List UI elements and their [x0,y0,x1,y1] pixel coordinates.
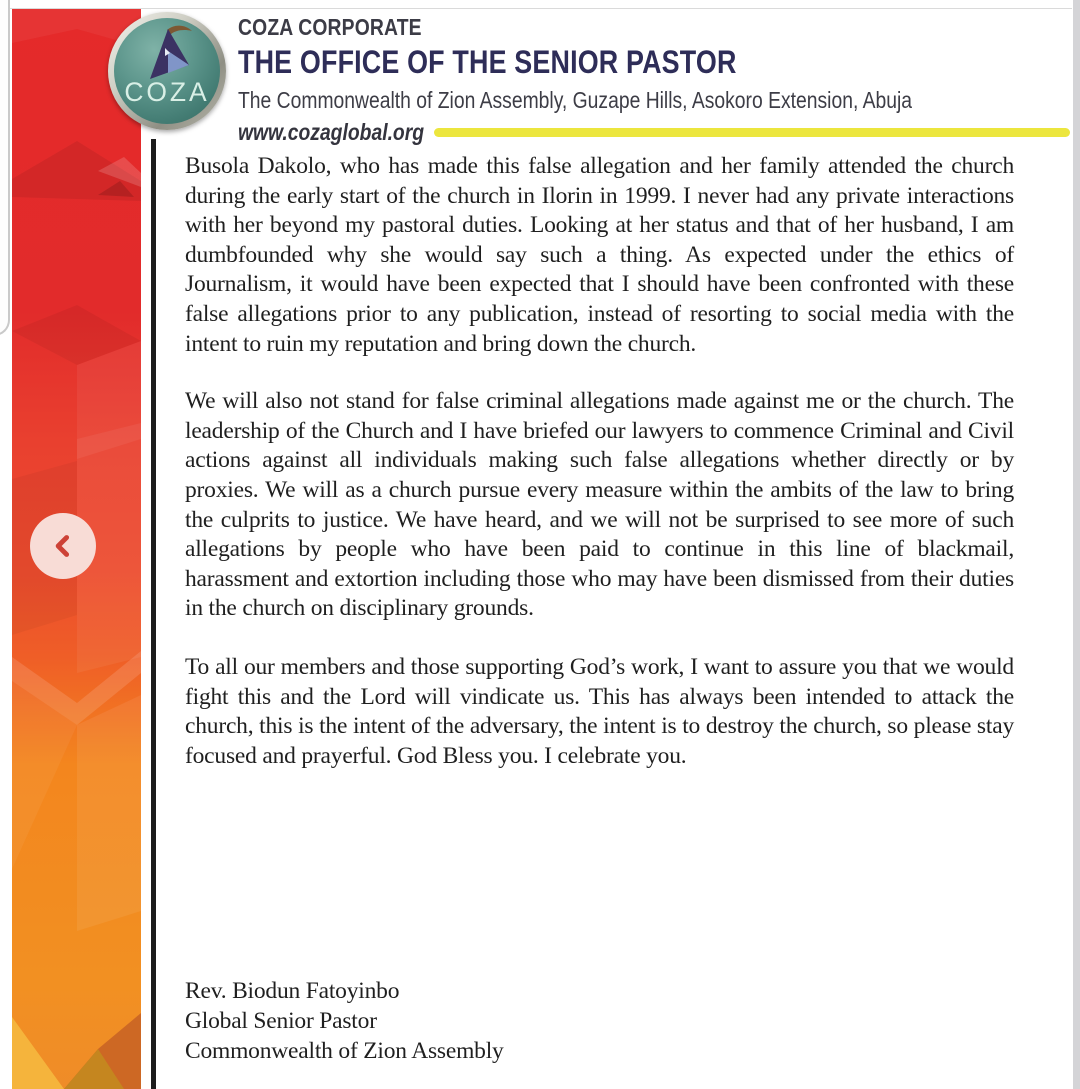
signature-role: Global Senior Pastor [185,1008,377,1034]
letter-paragraph: We will also not stand for false criminal allegations made against me or the church. The leadership of the Church and I have briefed our lawyers to commence Criminal and Civil actions against all individuals making such false allegations whether directly or by proxies. We will as a church pursue every measure within the ambits of the law to bring the culprits to justice. We have heard, and we will not be surprised to see more of such allegations by people who have been paid to continue in this line of blackmail, harassment and extortion including those who may have been dismissed from their duties in the church on disciplinary grounds. [185,388,1014,622]
previous-image-button[interactable] [30,513,96,579]
letterhead-title: THE OFFICE OF THE SENIOR PASTOR [238,44,737,80]
letter-paragraph: Busola Dakolo, who has made this false allegation and her family attended the church during the early start of the church in Ilorin in 1999. I never had any private interactions with her beyond my pastoral duties. Looking at her status and that of her husband, I am dumbfounded why she would say such a thing. As expected under the ethics of Journalism, it would have been expected that I should have been confronted with these false allegations prior to any publication, instead of resorting to social media with the intent to ruin my reputation and bring down the church. [185,153,1014,357]
logo-signpost-pole [151,139,156,1089]
signature-name: Rev. Biodun Fatoyinbo [185,978,400,1004]
chevron-left-icon [43,526,83,566]
coza-logo [108,12,226,130]
card-top-border [10,8,1072,9]
letterhead-address: The Commonwealth of Zion Assembly, Guzape Hills, Asokoro Extension, Abuja [238,87,913,113]
letterhead-org-line: COZA CORPORATE [238,14,422,40]
coza-logo-face [114,18,220,124]
letter-body [185,152,1014,799]
letterhead-website: www.cozaglobal.org [238,119,425,145]
signature-org: Commonwealth of Zion Assembly [185,1038,504,1064]
letterhead [238,14,1068,146]
coza-logo-text: COZA [124,77,210,107]
signature-block [185,976,504,1066]
letterhead-yellow-rule [434,128,1070,137]
previous-card-edge [0,0,10,336]
viewer-right-gutter [1073,0,1080,1089]
letter-paragraph: To all our members and those supporting God’s work, I want to assure you that we would fight this and the Lord will vindicate us. This has always been intended to attack the church, this is the intent of the adversary, the intent is to destroy the church, so please stay focused and prayerful. God Bless you. I celebrate you. [185,653,1014,769]
